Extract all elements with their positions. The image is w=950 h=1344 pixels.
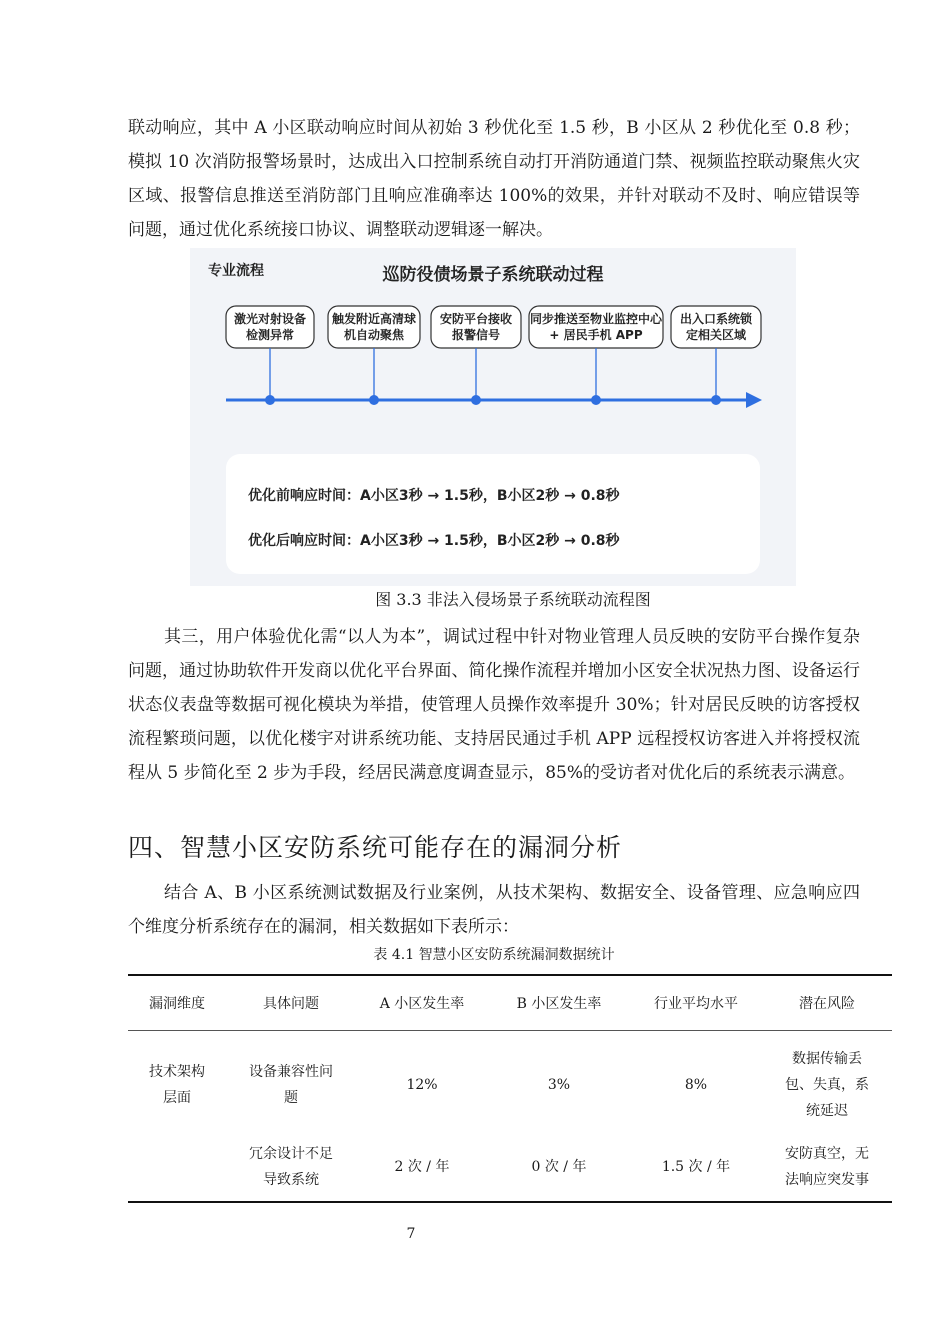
cell-risk [762, 1133, 892, 1202]
flow-step-3 [431, 306, 521, 348]
after-response-time: 优化后响应时间：A小区3秒 → 1.5秒，B小区2秒 → 0.8秒 [248, 533, 620, 549]
cell-issue-text: 冗余设计不足导致系统 [249, 1146, 333, 1188]
cell-industry-avg: 8% [684, 1077, 708, 1093]
step-5-line2: 定相关区域 [685, 328, 747, 342]
step-1-line2: 检测异常 [245, 328, 295, 342]
before-response-time: 优化前响应时间：A小区3秒 → 1.5秒，B小区2秒 → 0.8秒 [248, 488, 620, 504]
figure-caption: 图 3.3 非法入侵场景子系统联动流程图 [375, 590, 651, 609]
header-industry-avg: 行业平均水平 [654, 996, 738, 1012]
cell-a-rate: 12% [406, 1077, 438, 1093]
table-row [128, 1133, 892, 1202]
paragraph-table-intro: 结合 A、B 小区系统测试数据及行业案例，从技术架构、数据安全、设备管理、应急响应四个维度分析系统存在的漏洞，相关数据如下表所示： [128, 883, 860, 937]
linkage-flow-figure [190, 248, 796, 586]
step-4-line1: 同步推送至物业监控中心 [529, 312, 663, 326]
header-risk: 潜在风险 [799, 996, 855, 1012]
flow-step-5 [671, 306, 761, 348]
cell-b-rate: 0 次 / 年 [531, 1159, 587, 1175]
cell-b-rate: 3% [547, 1077, 571, 1093]
cell-issue [226, 1031, 356, 1134]
step-3-line2: 报警信号 [451, 328, 501, 342]
cell-dimension [128, 1031, 226, 1134]
flow-diagram [190, 248, 796, 586]
paragraph-linkage-response: 联动响应，其中 A 小区联动响应时间从初始 3 秒优化至 1.5 秒，B 小区从 2 秒优化至 0.8 秒；模拟 10 次消防报警场景时，达成出入口控制系统自动打开消防通道门禁、视频监控联动聚焦火灾区域、报警信息推送至消防部门且响应准确率达 100%的效果，并针对联动不及时、响应错误等问题，通过优化系统接口协议、调整联动逻辑逐一解决。 [128, 118, 860, 240]
step-2-line1: 触发附近高清球 [331, 312, 417, 326]
cell-risk [762, 1031, 892, 1134]
cell-industry-avg: 1.5 次 / 年 [661, 1159, 731, 1175]
flow-step-1 [226, 306, 314, 348]
page-number: 7 [406, 1226, 416, 1242]
step-4-line2: + 居民手机 APP [549, 328, 643, 342]
cell-dimension-text: 技术架构层面 [149, 1064, 205, 1106]
header-a-rate: A 小区发生率 [379, 996, 465, 1012]
section-heading: 四、智慧小区安防系统可能存在的漏洞分析 [128, 833, 623, 862]
figure-tag: 专业流程 [208, 263, 264, 279]
cell-risk-text: 数据传输丢包、失真，系统延迟 [785, 1051, 869, 1119]
step-2-line2: 机自动聚焦 [343, 328, 405, 342]
table-row [128, 1031, 892, 1134]
cell-risk-text: 安防真空，无法响应突发事 [785, 1146, 869, 1188]
figure-title: 巡防役债场景子系统联动过程 [382, 265, 604, 285]
cell-a-rate: 2 次 / 年 [394, 1159, 450, 1175]
table-header-row [128, 975, 892, 1031]
vulnerability-table [128, 974, 892, 1203]
cell-issue-text: 设备兼容性问题 [249, 1064, 333, 1106]
header-dimension: 漏洞维度 [149, 996, 205, 1012]
cell-dimension [128, 1133, 226, 1202]
timeline-connectors [270, 348, 716, 400]
header-issue: 具体问题 [263, 996, 319, 1012]
table-caption: 表 4.1 智慧小区安防系统漏洞数据统计 [373, 947, 615, 963]
header-b-rate: B 小区发生率 [516, 996, 602, 1012]
cell-issue [226, 1133, 356, 1202]
flow-step-2 [328, 306, 420, 348]
flow-step-4 [529, 306, 663, 348]
step-5-line1: 出入口系统锁 [679, 312, 753, 326]
step-3-line1: 安防平台接收 [439, 312, 513, 326]
timeline-arrow-icon [746, 392, 762, 408]
paragraph-user-experience: 其三，用户体验优化需“以人为本”，调试过程中针对物业管理人员反映的安防平台操作复杂问题，通过协助软件开发商以优化平台界面、简化操作流程并增加小区安全状况热力图、设备运行状态仪表盘等数据可视化模块为举措，使管理人员操作效率提升 30%；针对居民反映的访客授权流程繁琐问题，以优化楼宇对讲系统功能、支持居民通过手机 APP 远程授权访客进入并将授权流程从 5 步简化至 2 步为手段，经居民满意度调查显示，85%的受访者对优化后的系统表示满意。 [128, 627, 860, 783]
response-time-panel [226, 454, 760, 574]
step-1-line1: 激光对射设备 [233, 312, 307, 326]
